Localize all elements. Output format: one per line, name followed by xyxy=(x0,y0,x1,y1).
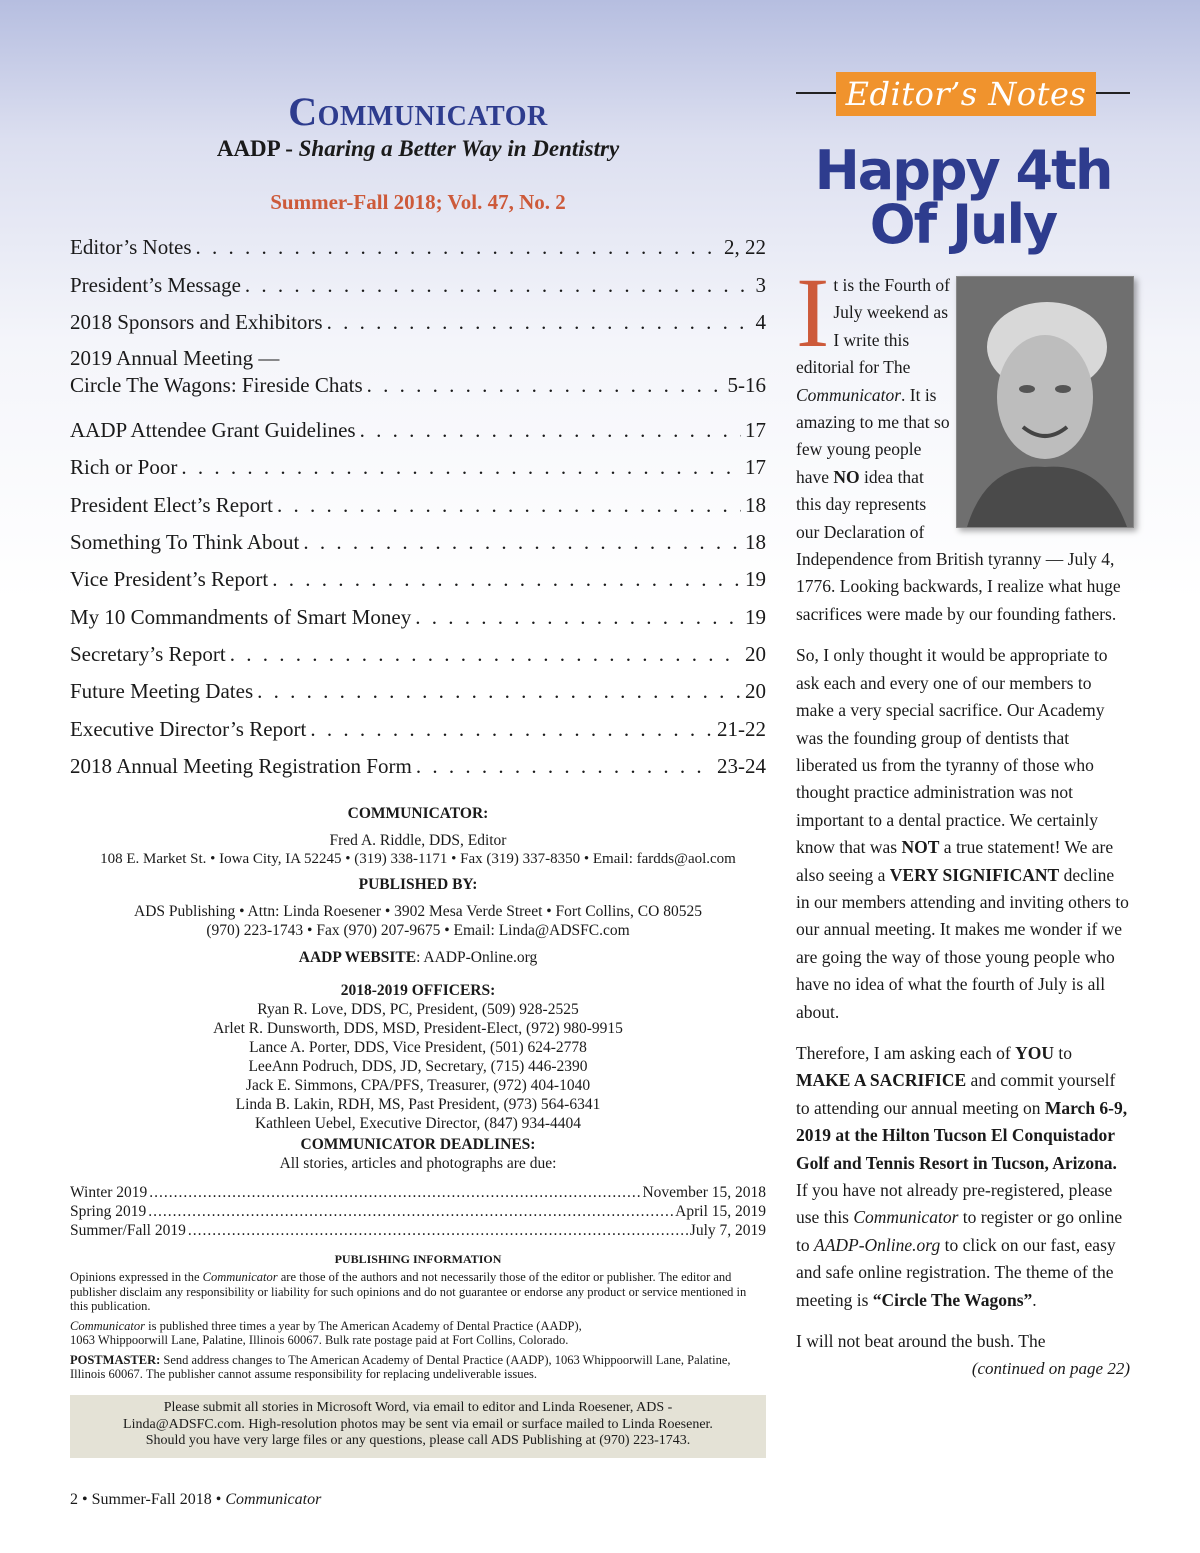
officer: Arlet R. Dunsworth, DDS, MSD, President-Elect, (972) 980-9915 xyxy=(213,1019,623,1037)
toc-title: Something To Think About xyxy=(70,530,300,555)
leader-dots xyxy=(257,677,741,705)
deadlines-list xyxy=(70,1183,766,1240)
officers-heading: 2018-2019 OFFICERS: xyxy=(340,981,496,999)
toc-item[interactable] xyxy=(70,556,766,593)
rule-left xyxy=(796,92,836,94)
officer: Jack E. Simmons, CPA/PFS, Treasurer, (972) 404-1040 xyxy=(245,1076,591,1094)
toc-page: 20 xyxy=(745,641,766,666)
editor-name: Fred A. Riddle, DDS, Editor xyxy=(329,831,507,849)
toc-page: 18 xyxy=(745,492,766,517)
deadlines-subheading: All stories, articles and photographs are due: xyxy=(279,1154,557,1172)
toc-item[interactable] xyxy=(70,481,766,518)
editor-notes-column xyxy=(796,72,1130,1383)
officer: Kathleen Uebel, Executive Director, (847) 934-4404 xyxy=(254,1114,582,1132)
toc-page: 19 xyxy=(745,567,766,592)
toc-title: 2018 Annual Meeting Registration Form xyxy=(70,753,412,778)
deadline-date: July 7, 2019 xyxy=(689,1221,766,1239)
website-label: AADP WEBSITE xyxy=(298,948,417,966)
toc-page: 5-16 xyxy=(727,372,766,397)
deadline-issue: Spring 2019 xyxy=(70,1202,147,1220)
toc-page: 3 xyxy=(755,272,766,297)
toc-item[interactable] xyxy=(70,299,766,336)
toc-item[interactable] xyxy=(70,261,766,298)
toc-item[interactable] xyxy=(70,444,766,481)
website-line xyxy=(70,948,766,967)
toc-title: AADP Attendee Grant Guidelines xyxy=(70,418,356,443)
paragraph: I will not beat around the bush. The xyxy=(796,1331,1046,1352)
publisher-line: ADS Publishing • Attn: Linda Roesener • 3902 Mesa Verde Street • Fort Collins, CO 80525 xyxy=(134,902,702,920)
subtitle-tagline: Sharing a Better Way in Dentistry xyxy=(298,136,620,161)
publishing-information xyxy=(70,1252,766,1382)
leader-dots xyxy=(277,491,741,519)
communicator-heading: COMMUNICATOR: xyxy=(347,804,489,822)
contact-info xyxy=(70,804,766,1173)
headline-line: Happy 4th xyxy=(814,139,1112,202)
article-body xyxy=(796,257,1130,1383)
toc-title: 2018 Sponsors and Exhibitors xyxy=(70,309,323,334)
subtitle-prefix: AADP - xyxy=(216,136,299,161)
toc-title: Circle The Wagons: Fireside Chats xyxy=(70,372,363,397)
leader-dots xyxy=(149,1183,640,1202)
toc-item[interactable] xyxy=(70,593,766,630)
publisher-contact: (970) 223-1743 • Fax (970) 207-9675 • Email: Linda@ADSFC.com xyxy=(206,921,630,939)
leader-dots xyxy=(367,372,724,399)
officer: Lance A. Porter, DDS, Vice President, (501) 624-2778 xyxy=(249,1038,587,1056)
leader-dots xyxy=(327,308,752,336)
continued-note: (continued on page 22) xyxy=(971,1359,1130,1379)
toc-item[interactable] xyxy=(70,519,766,556)
toc-item[interactable] xyxy=(70,705,766,742)
page-footer xyxy=(70,1491,321,1509)
masthead-title: Communicator xyxy=(288,89,548,134)
leader-dots xyxy=(188,1221,688,1240)
editor-notes-badge: Editor’s Notes xyxy=(836,72,1096,116)
toc-title-line1: 2019 Annual Meeting — xyxy=(70,345,280,370)
article-headline xyxy=(796,139,1130,256)
paragraph: So, I only thought it would be appropriate to ask each and every one of our members to make a very special sacrifice. Our Academy was the founding group of dentists that liberated us from the tyranny of those who thought practice administration was not important to a dental practice. We certainly know that was NOT a true statement! We are also seeing a VERY SIGNIFICANT decline in our members attending and inviting others to our annual meeting. It makes me wonder if we are going the way of those young people who have no idea of what the fourth of July is all about. xyxy=(796,645,1129,1022)
leader-dots xyxy=(230,640,741,668)
toc-title: Future Meeting Dates xyxy=(70,679,254,704)
deadline-issue: Summer/Fall 2019 xyxy=(70,1221,186,1239)
officer: Linda B. Lakin, RDH, MS, Past President, (973) 564-6341 xyxy=(235,1095,601,1113)
deadline-row xyxy=(70,1221,766,1240)
rule-right xyxy=(1096,92,1130,94)
submit-line: Linda@ADSFC.com. High-resolution photos may be sent via email or surface mailed to Linda Roesener. xyxy=(123,1416,713,1432)
toc-page: 18 xyxy=(745,530,766,555)
toc-item[interactable] xyxy=(70,668,766,705)
toc-page: 17 xyxy=(745,418,766,443)
leader-dots xyxy=(196,233,720,261)
toc-title: President’s Message xyxy=(70,272,241,297)
paragraph: It is the Fourth of July weekend as I write this editorial for The Communicator. It is amazing to me that so few young people have NO idea that this day represents our Declaration of Independence from British tyranny — July 4, 1776. Looking backwards, I realize what huge sacrifices were made by our founding fathers. xyxy=(796,257,1121,624)
leader-dots xyxy=(272,565,741,593)
leader-dots xyxy=(415,603,741,631)
deadline-issue: Winter 2019 xyxy=(70,1183,148,1201)
deadline-date: November 15, 2018 xyxy=(642,1183,766,1201)
officer: Ryan R. Love, DDS, PC, President, (509) 928-2525 xyxy=(257,1000,579,1018)
footer-publication: Communicator xyxy=(225,1491,322,1508)
postmaster-note: POSTMASTER: Send address changes to The American Academy of Dental Practice (AADP), 1063 Whippoorwill Lane, Palatine, Illinois 60067. The publisher cannot assume responsibility for replacing undeliverable issues. xyxy=(70,1352,731,1382)
publishing-heading: PUBLISHING INFORMATION xyxy=(334,1251,502,1266)
toc-item[interactable] xyxy=(70,344,766,407)
toc-item[interactable] xyxy=(70,407,766,444)
toc-item[interactable] xyxy=(70,631,766,668)
footer-text: 2 • Summer-Fall 2018 • xyxy=(70,1491,226,1508)
headline-line: Of July xyxy=(869,193,1057,256)
submission-notice xyxy=(70,1395,766,1458)
toc-title: President Elect’s Report xyxy=(70,492,273,517)
submit-line: Please submit all stories in Microsoft Word, via email to editor and Linda Roesener, ADS - xyxy=(163,1400,673,1415)
leader-dots xyxy=(181,453,741,481)
publishing-frequency: Communicator is published three times a year by The American Academy of Dental Practice (AADP), 1063 Whippoorwill Lane, Palatine, Illinois 60067. Bulk rate postage paid at Fort Collins, Colorado. xyxy=(70,1318,582,1348)
toc-page: 2, 22 xyxy=(724,235,766,260)
leader-dots xyxy=(416,752,713,780)
publishing-disclaimer: Opinions expressed in the Communicator are those of the authors and not necessarily those of the editor or publisher. The editor and publisher disclaim any responsibility or liability for such opinions and do not guarantee or endorse any product or service mentioned in this publication. xyxy=(70,1270,747,1314)
deadline-row xyxy=(70,1202,766,1221)
leader-dots xyxy=(310,715,713,743)
editor-notes-header xyxy=(796,72,1130,116)
paragraph: Therefore, I am asking each of YOU to MAKE A SACRIFICE and commit yourself to attending our annual meeting on March 6-9, 2019 at the Hilton Tucson El Conquistador Golf and Tennis Resort in Tucson, Arizona. If you have not already pre-registered, please use this Communicator to register or go online to AADP-Online.org to click on our fast, easy and safe online registration. The theme of the meeting is “Circle The Wagons”. xyxy=(796,1042,1128,1310)
toc-page: 20 xyxy=(745,679,766,704)
deadline-row xyxy=(70,1183,766,1202)
leader-dots xyxy=(360,416,741,444)
toc-page: 19 xyxy=(745,604,766,629)
toc-page: 21-22 xyxy=(717,716,766,741)
toc-title: Executive Director’s Report xyxy=(70,716,307,741)
toc-page: 17 xyxy=(745,455,766,480)
editor-address: 108 E. Market St. • Iowa City, IA 52245 • (319) 338-1171 • Fax (319) 337-8350 • Email: fardds@aol.com xyxy=(100,850,736,867)
drop-cap: I xyxy=(796,257,830,368)
editor-photo xyxy=(956,276,1134,528)
leader-dots xyxy=(303,528,741,556)
left-column xyxy=(70,90,766,1387)
masthead xyxy=(70,90,766,164)
toc-title: Editor’s Notes xyxy=(70,235,192,260)
website-link[interactable]: : AADP-Online.org xyxy=(416,948,538,966)
toc-title: Rich or Poor xyxy=(70,455,178,480)
published-heading: PUBLISHED BY: xyxy=(358,875,478,893)
submit-line: Should you have very large files or any questions, please call ADS Publishing at (970) 223-1743. xyxy=(145,1433,691,1448)
table-of-contents xyxy=(70,224,766,780)
issue-line: Summer-Fall 2018; Vol. 47, No. 2 xyxy=(270,190,566,214)
toc-title: Secretary’s Report xyxy=(70,641,226,666)
toc-item[interactable] xyxy=(70,743,766,780)
toc-item[interactable] xyxy=(70,224,766,261)
portrait-illustration xyxy=(957,277,1133,527)
leader-dots xyxy=(148,1202,673,1221)
deadlines-heading: COMMUNICATOR DEADLINES: xyxy=(300,1135,536,1153)
officer: LeeAnn Podruch, DDS, JD, Secretary, (715) 446-2390 xyxy=(248,1057,588,1075)
toc-page: 4 xyxy=(755,309,766,334)
toc-title: My 10 Commandments of Smart Money xyxy=(70,604,412,629)
deadline-date: April 15, 2019 xyxy=(675,1202,766,1220)
toc-page: 23-24 xyxy=(717,753,766,778)
leader-dots xyxy=(245,271,752,299)
masthead-subtitle xyxy=(70,134,766,164)
toc-title: Vice President’s Report xyxy=(70,567,269,592)
